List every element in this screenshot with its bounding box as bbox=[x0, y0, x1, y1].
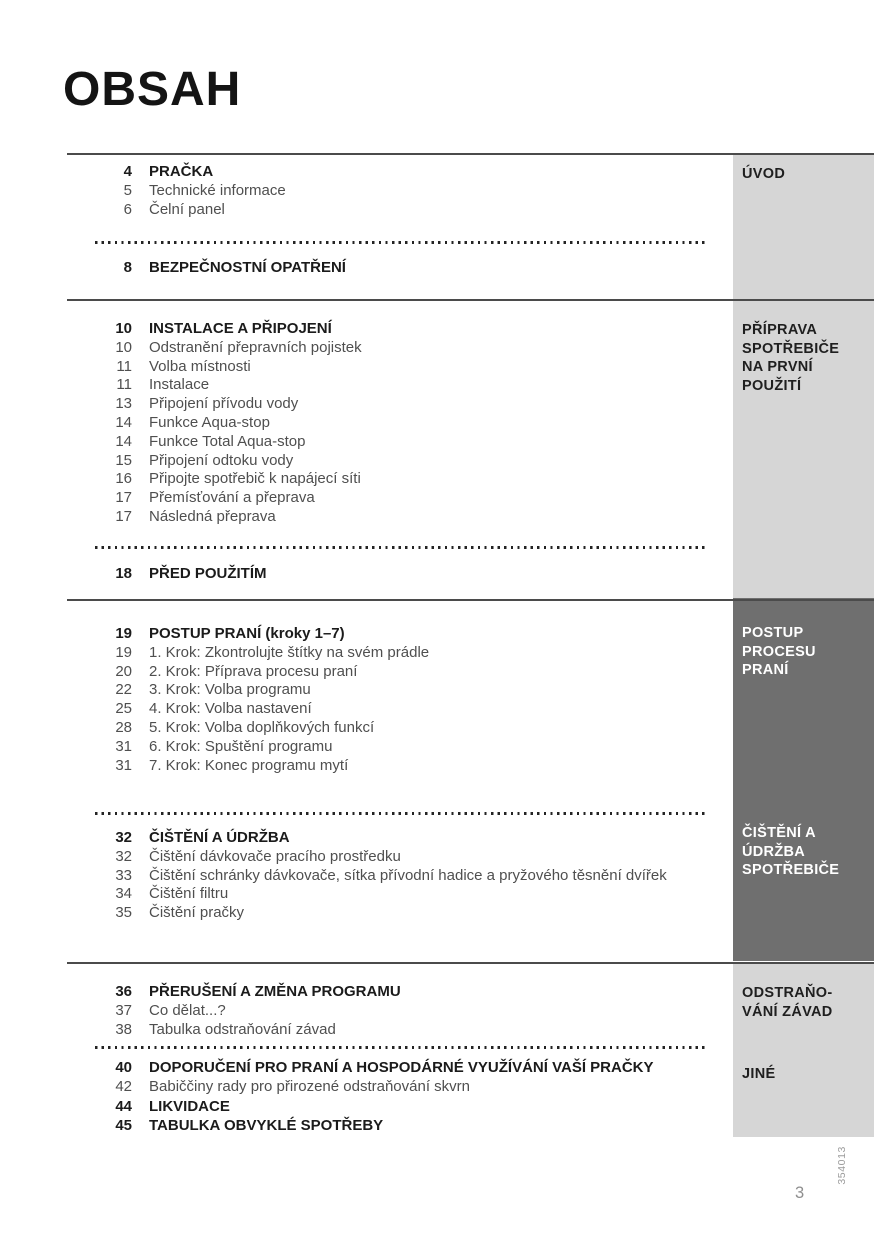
separator-dotted bbox=[95, 812, 706, 815]
entry-page-number: 42 bbox=[115, 1078, 132, 1096]
toc-entry bbox=[68, 719, 718, 738]
entry-page-number: 17 bbox=[115, 507, 132, 525]
toc-entry bbox=[68, 757, 718, 776]
entry-label: TABULKA OBVYKLÉ SPOTŘEBY bbox=[149, 1117, 384, 1135]
entry-page-number: 37 bbox=[115, 1001, 132, 1019]
entry-label: POSTUP PRANÍ (kroky 1–7) bbox=[149, 625, 345, 642]
toc-entry bbox=[68, 414, 718, 433]
entry-label: Co dělat...? bbox=[149, 1001, 226, 1019]
entry-label: 5. Krok: Volba doplňkových funkcí bbox=[149, 718, 375, 736]
entry-page-number: 10 bbox=[115, 320, 132, 337]
separator-line bbox=[67, 962, 874, 964]
sidebar-section-label: ODSTRAŇO-VÁNÍ ZÁVAD bbox=[742, 985, 833, 1020]
toc-entry bbox=[68, 885, 718, 904]
entry-label: Připojte spotřebič k napájecí síti bbox=[149, 470, 361, 488]
sidebar-block-postup bbox=[733, 598, 874, 961]
toc-group bbox=[68, 983, 718, 1039]
toc-entry bbox=[68, 259, 718, 278]
entry-page-number: 16 bbox=[115, 470, 132, 488]
toc-entry bbox=[68, 182, 718, 201]
entry-page-number: 22 bbox=[115, 681, 132, 699]
entry-page-number: 40 bbox=[115, 1059, 132, 1076]
entry-label: 3. Krok: Volba programu bbox=[149, 681, 311, 699]
entry-label: 6. Krok: Spuštění programu bbox=[149, 737, 333, 755]
toc-entry bbox=[68, 395, 718, 414]
entry-page-number: 28 bbox=[115, 718, 132, 736]
entry-label: Následná přeprava bbox=[149, 507, 276, 525]
toc-entry bbox=[68, 904, 718, 923]
toc-group bbox=[68, 320, 718, 527]
toc-entry bbox=[68, 663, 718, 682]
entry-label: ČIŠTĚNÍ A ÚDRŽBA bbox=[149, 829, 290, 846]
entry-page-number: 6 bbox=[123, 200, 132, 218]
toc-entry bbox=[68, 1058, 718, 1077]
sidebar-block-jine bbox=[733, 964, 874, 1137]
entry-label: PRAČKA bbox=[149, 163, 214, 180]
sidebar-block-priprava bbox=[733, 301, 874, 598]
toc-entry bbox=[68, 320, 718, 339]
entry-page-number: 20 bbox=[115, 662, 132, 680]
entry-page-number: 14 bbox=[115, 432, 132, 450]
toc-entry bbox=[68, 201, 718, 220]
entry-label: DOPORUČENÍ PRO PRANÍ A HOSPODÁRNÉ VYUŽÍVÁNÍ VAŠÍ PRAČKY bbox=[149, 1059, 654, 1076]
entry-page-number: 10 bbox=[115, 338, 132, 356]
entry-label: Čištění schránky dávkovače, sítka přívodní hadice a pryžového těsnění dvířek bbox=[149, 866, 667, 884]
entry-label: 4. Krok: Volba nastavení bbox=[149, 700, 312, 718]
sidebar-section-label: JINÉ bbox=[742, 1066, 776, 1082]
entry-label: Funkce Aqua-stop bbox=[149, 413, 270, 431]
entry-label: BEZPEČNOSTNÍ OPATŘENÍ bbox=[149, 259, 346, 276]
entry-page-number: 5 bbox=[123, 181, 132, 199]
entry-label: Čištění pračky bbox=[149, 904, 245, 922]
entry-label: Odstranění přepravních pojistek bbox=[149, 338, 362, 356]
entry-page-number: 32 bbox=[115, 829, 132, 846]
entry-label: INSTALACE A PŘIPOJENÍ bbox=[149, 320, 332, 337]
toc-entry bbox=[68, 1097, 718, 1116]
toc-group bbox=[68, 625, 718, 775]
entry-label: Připojení přívodu vody bbox=[149, 395, 299, 413]
entry-page-number: 45 bbox=[115, 1117, 132, 1135]
page-number: 3 bbox=[795, 1184, 805, 1202]
toc-entry bbox=[68, 489, 718, 508]
separator-dotted bbox=[95, 546, 706, 549]
entry-page-number: 14 bbox=[115, 413, 132, 431]
entry-page-number: 35 bbox=[115, 904, 132, 922]
entry-label: Instalace bbox=[149, 376, 210, 394]
entry-page-number: 4 bbox=[123, 163, 132, 180]
toc-entry bbox=[68, 508, 718, 527]
entry-page-number: 25 bbox=[115, 700, 132, 718]
entry-page-number: 19 bbox=[115, 643, 132, 661]
entry-page-number: 36 bbox=[115, 983, 132, 1000]
separator-line bbox=[67, 599, 874, 601]
toc-entry bbox=[68, 1077, 718, 1096]
toc-entry bbox=[68, 1116, 718, 1135]
toc-entry bbox=[68, 358, 718, 377]
entry-label: Čištění dávkovače pracího prostředku bbox=[149, 847, 401, 865]
entry-label: Babiččiny rady pro přirozené odstraňování skvrn bbox=[149, 1078, 470, 1096]
entry-label: Technické informace bbox=[149, 181, 286, 199]
toc-entry bbox=[68, 700, 718, 719]
entry-label: PŘED POUŽITÍM bbox=[149, 565, 267, 582]
toc-entry bbox=[68, 452, 718, 471]
doc-code: 354013 bbox=[836, 1146, 848, 1185]
sidebar-section-label: PŘÍPRAVA SPOTŘEBIČE NA PRVNÍ POUŽITÍ bbox=[742, 322, 840, 394]
toc-entry bbox=[68, 983, 718, 1002]
entry-page-number: 31 bbox=[115, 737, 132, 755]
entry-page-number: 11 bbox=[116, 376, 132, 394]
toc-entry bbox=[68, 1021, 718, 1040]
entry-label: Tabulka odstraňování závad bbox=[149, 1020, 336, 1038]
separator-dotted bbox=[95, 241, 706, 244]
toc-entry bbox=[68, 867, 718, 886]
entry-page-number: 44 bbox=[115, 1097, 132, 1115]
toc-group bbox=[68, 565, 718, 584]
entry-label: 2. Krok: Příprava procesu praní bbox=[149, 662, 358, 680]
sidebar-block-uvod bbox=[733, 155, 874, 299]
toc-entry bbox=[68, 376, 718, 395]
entry-page-number: 8 bbox=[123, 259, 132, 276]
toc-group bbox=[68, 1058, 718, 1136]
entry-label: Čištění filtru bbox=[149, 885, 229, 903]
entry-label: LIKVIDACE bbox=[149, 1097, 230, 1115]
entry-label: Čelní panel bbox=[149, 200, 225, 218]
separator-line bbox=[67, 299, 874, 301]
entry-page-number: 18 bbox=[115, 565, 132, 582]
toc-entry bbox=[68, 433, 718, 452]
toc-entry bbox=[68, 565, 718, 584]
entry-label: Přemísťování a přeprava bbox=[149, 489, 315, 507]
entry-page-number: 32 bbox=[115, 847, 132, 865]
toc-group bbox=[68, 829, 718, 923]
entry-label: 1. Krok: Zkontrolujte štítky na svém prádle bbox=[149, 643, 430, 661]
toc-entry bbox=[68, 681, 718, 700]
entry-label: Volba místnosti bbox=[149, 357, 251, 375]
entry-page-number: 38 bbox=[115, 1020, 132, 1038]
separator-dotted bbox=[95, 1046, 706, 1049]
entry-label: Připojení odtoku vody bbox=[149, 451, 294, 469]
toc-entry bbox=[68, 163, 718, 182]
page-title: OBSAH bbox=[63, 63, 242, 116]
toc-group bbox=[68, 163, 718, 219]
entry-label: 7. Krok: Konec programu mytí bbox=[149, 756, 349, 774]
separator-line bbox=[67, 153, 874, 155]
sidebar-section-label: ČIŠTĚNÍ A ÚDRŽBA SPOTŘEBIČE bbox=[742, 825, 840, 878]
entry-label: PŘERUŠENÍ A ZMĚNA PROGRAMU bbox=[149, 983, 401, 1000]
entry-page-number: 15 bbox=[115, 451, 132, 469]
entry-label: Funkce Total Aqua-stop bbox=[149, 432, 306, 450]
toc-entry bbox=[68, 470, 718, 489]
entry-page-number: 34 bbox=[115, 885, 132, 903]
entry-page-number: 17 bbox=[115, 489, 132, 507]
entry-page-number: 19 bbox=[115, 625, 132, 642]
entry-page-number: 11 bbox=[116, 357, 132, 375]
toc-entry bbox=[68, 644, 718, 663]
toc-entry bbox=[68, 829, 718, 848]
toc-entry bbox=[68, 625, 718, 644]
entry-page-number: 33 bbox=[115, 866, 132, 884]
entry-page-number: 31 bbox=[115, 756, 132, 774]
toc-entry bbox=[68, 848, 718, 867]
toc-entry bbox=[68, 1002, 718, 1021]
entry-page-number: 13 bbox=[115, 395, 132, 413]
sidebar-section-label: ÚVOD bbox=[742, 166, 786, 182]
toc-entry bbox=[68, 339, 718, 358]
toc-entry bbox=[68, 738, 718, 757]
sidebar-section-label: POSTUP PROCESU PRANÍ bbox=[742, 625, 816, 678]
toc-group bbox=[68, 259, 718, 278]
